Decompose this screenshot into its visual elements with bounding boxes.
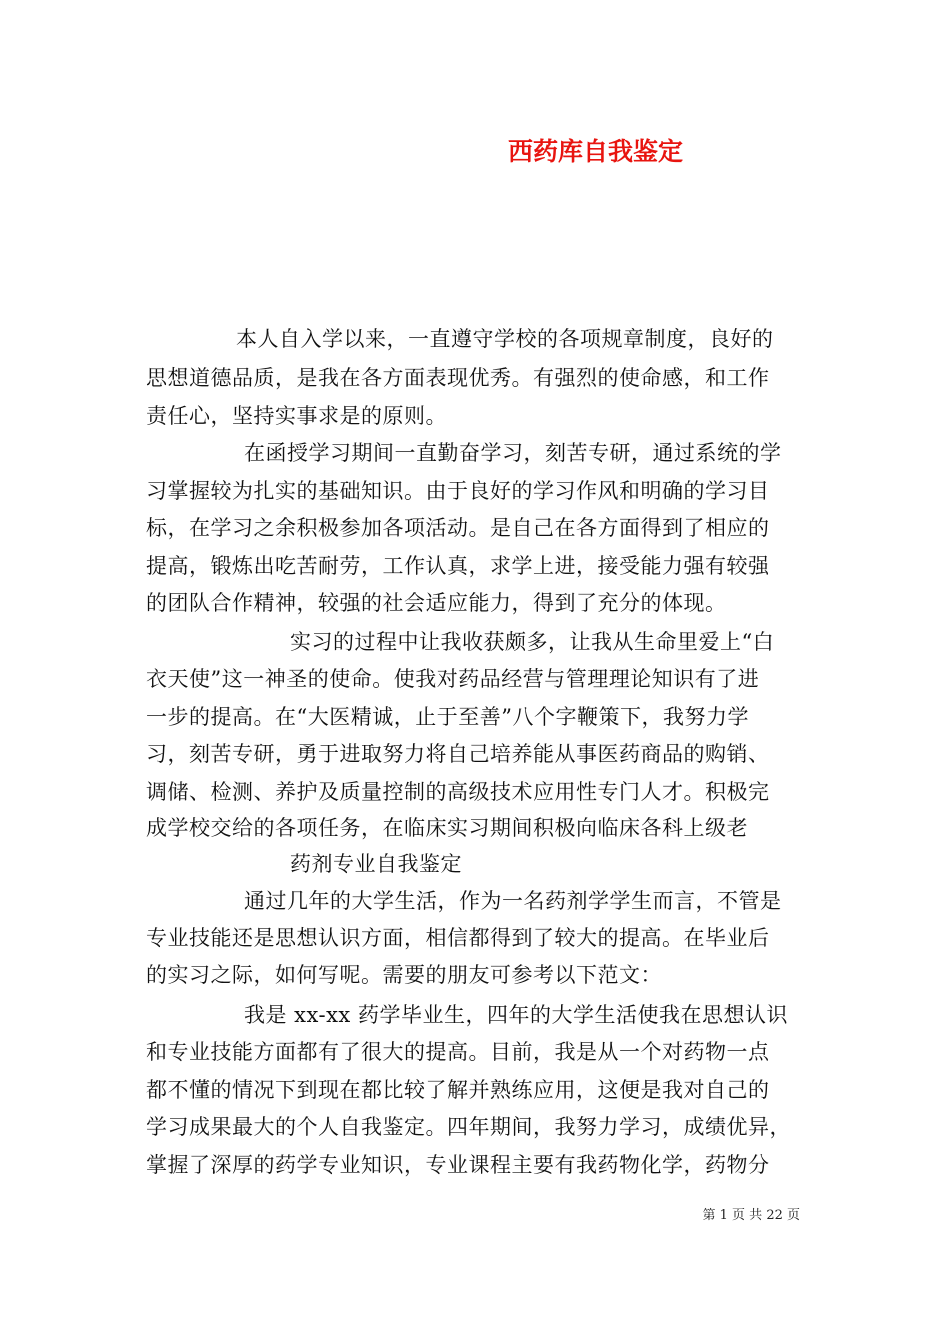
body-line: 习，刻苦专研，勇于进取努力将自己培养能从事医药商品的购销、 <box>146 742 770 766</box>
body-line: 一步的提高。在“大医精诚，止于至善”八个字鞭策下，我努力学 <box>146 705 749 729</box>
body-line: 思想道德品质，是我在各方面表现优秀。有强烈的使命感，和工作 <box>146 366 770 390</box>
body-line: 专业技能还是思想认识方面，相信都得到了较大的提高。在毕业后 <box>146 926 770 950</box>
body-line: 本人自入学以来，一直遵守学校的各项规章制度，良好的 <box>236 327 774 351</box>
body-line: 实习的过程中让我收获颇多，让我从生命里爱上“白 <box>290 630 775 654</box>
body-line: 提高，锻炼出吃苦耐劳，工作认真，求学上进，接受能力强有较强 <box>146 554 770 578</box>
page-number: 第 1 页 共 22 页 <box>702 1208 800 1223</box>
body-line: 和专业技能方面都有了很大的提高。目前，我是从一个对药物一点 <box>146 1040 770 1064</box>
body-line: 掌握了深厚的药学专业知识，专业课程主要有我药物化学，药物分 <box>146 1153 770 1177</box>
body-line: 的实习之际，如何写呢。需要的朋友可参考以下范文： <box>146 963 662 987</box>
body-line: 学习成果最大的个人自我鉴定。四年期间，我努力学习，成绩优异， <box>146 1115 791 1139</box>
body-line: 习掌握较为扎实的基础知识。由于良好的学习作风和明确的学习目 <box>146 479 770 503</box>
body-line: 都不懂的情况下到现在都比较了解并熟练应用，这便是我对自己的 <box>146 1078 770 1102</box>
body-line: 我是 xx-xx 药学毕业生，四年的大学生活使我在思想认识 <box>244 1003 788 1027</box>
body-line: 衣天使”这一神圣的使命。使我对药品经营与管理理论知识有了进 <box>146 667 760 691</box>
body-line: 通过几年的大学生活，作为一名药剂学学生而言，不管是 <box>244 889 782 913</box>
body-line: 调储、检测、养护及质量控制的高级技术应用性专门人才。积极完 <box>146 780 770 804</box>
body-line: 成学校交给的各项任务，在临床实习期间积极向临床各科上级老 <box>146 816 748 840</box>
section-heading: 药剂专业自我鉴定 <box>290 852 462 876</box>
body-line: 在函授学习期间一直勤奋学习，刻苦专研，通过系统的学 <box>244 441 782 465</box>
body-line: 的团队合作精神，较强的社会适应能力，得到了充分的体现。 <box>146 591 727 615</box>
body-line: 标，在学习之余积极参加各项活动。是自己在各方面得到了相应的 <box>146 516 770 540</box>
body-line: 责任心，坚持实事求是的原则。 <box>146 404 447 428</box>
document-title: 西药库自我鉴定 <box>508 137 684 166</box>
